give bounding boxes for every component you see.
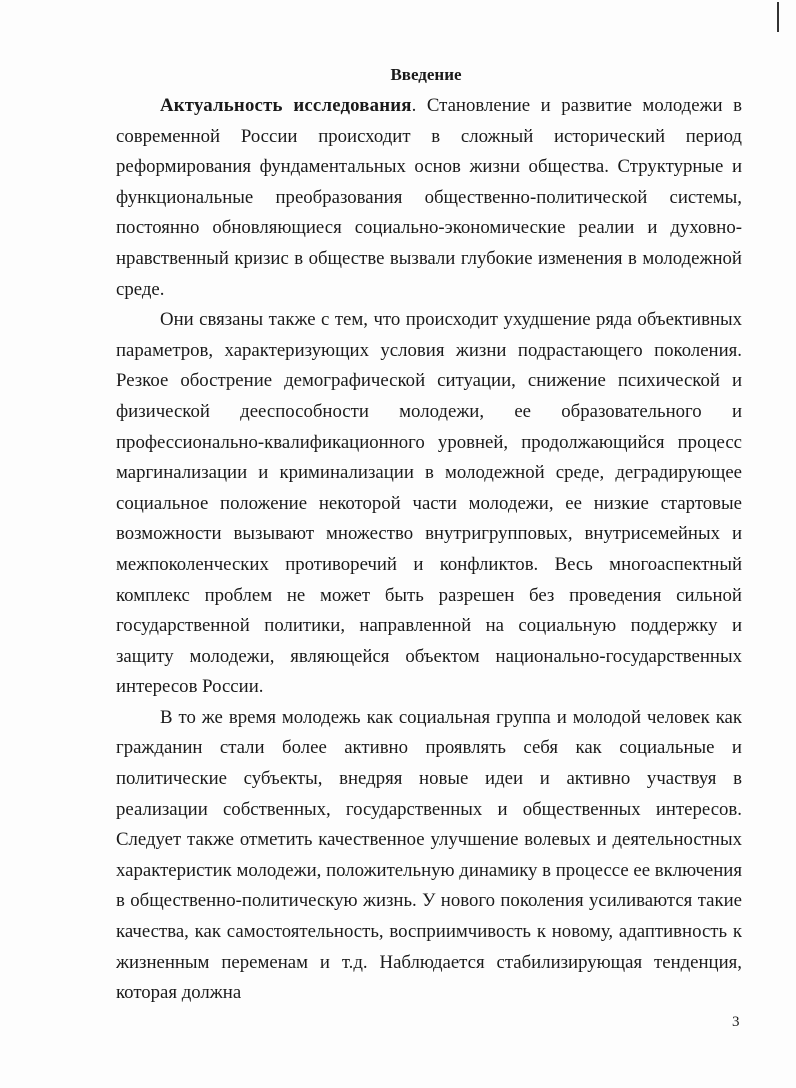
paragraph: [116, 91, 742, 305]
page-heading: Введение: [390, 65, 462, 84]
paragraph: [116, 305, 742, 703]
paragraph: [116, 703, 742, 1009]
paragraph-lead: Актуальность исследования: [160, 95, 412, 116]
paragraph-text: . Становление и развитие молодежи в современной России происходит в сложный исторический период реформирования фундаментальных основ жизни общества. Структурные и функциональные преобразования общественно-политической системы, постоянно обновляющиеся социально-экономические реалии и духовно-нравственный кризис в обществе вызвали глубокие изменения в молодежной среде.: [116, 95, 743, 300]
page-number: 3: [732, 1014, 740, 1030]
scan-edge-mark: [777, 2, 779, 32]
paragraph-text: Они связаны также с тем, что происходит ухудшение ряда объективных параметров, характеризующих условия жизни подрастающего поколения. Резкое обострение демографической ситуации, снижение психической и физической дееспособности молодежи, ее образовательного и профессионально-квалификационного уровней, продолжающийся процесс маргинализации и криминализации в молодежной среде, деградирующее социальное положение некоторой части молодежи, ее низкие стартовые возможности вызывают множество внутригрупповых, внутрисемейных и межпоколенческих противоречий и конфликтов. Весь многоаспектный комплекс проблем не может быть разрешен без проведения сильной государственной политики, направленной на социальную поддержку и защиту молодежи, являющейся объектом национально-государственных интересов России.: [116, 309, 742, 698]
paragraph-text: В то же время молодежь как социальная группа и молодой человек как гражданин стали более активно проявлять себя как социальные и политические субъекты, внедряя новые идеи и активно участвуя в реализации собственных, государственных и общественных интересов. Следует также отметить качественное улучшение волевых и деятельностных характеристик молодежи, положительную динамику в процессе ее включения в общественно-политическую жизнь. У нового поколения усиливаются такие качества, как самостоятельность, восприимчивость к новому, адаптивность к жизненным переменам и т.д. Наблюдается стабилизирующая тенденция, которая должна: [116, 706, 742, 1004]
body-text: [116, 91, 742, 1009]
